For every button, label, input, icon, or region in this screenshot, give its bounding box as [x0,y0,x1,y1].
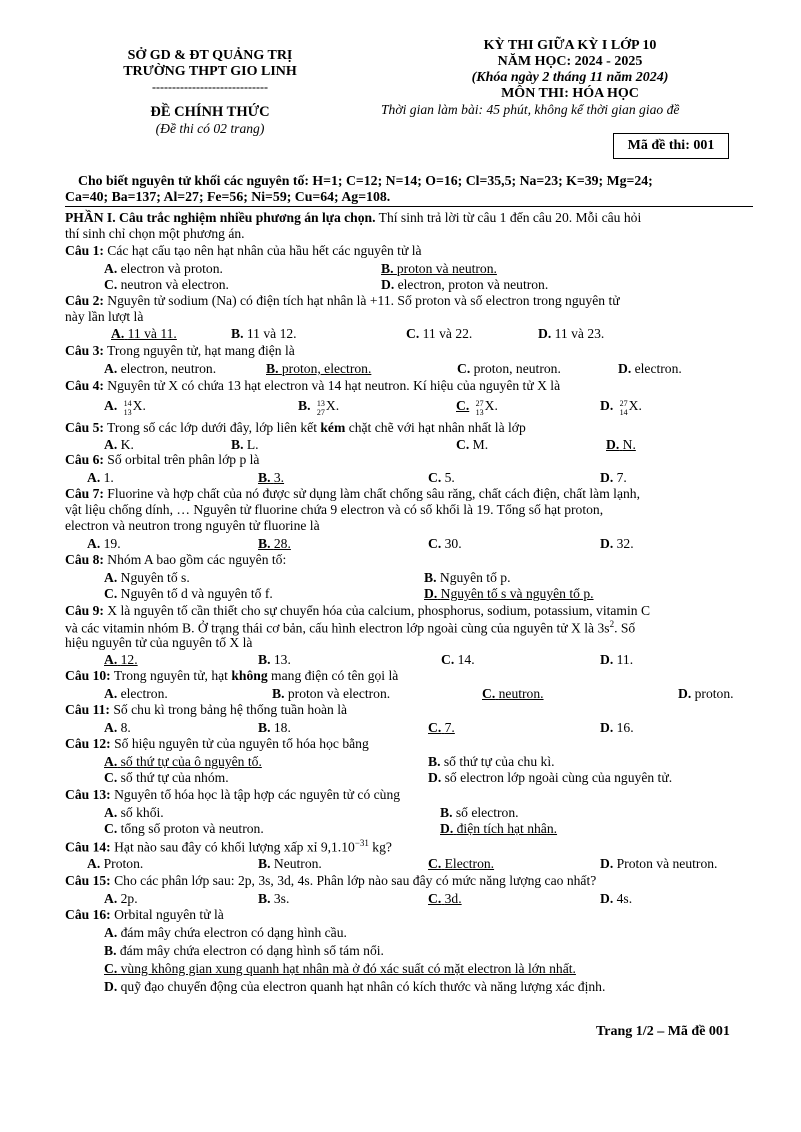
header-dashes: ----------------------------- [152,80,268,94]
q2-option-d[interactable]: D. 11 và 23. [538,326,605,341]
question-4: Câu 4: Nguyên tử X có chứa 13 hạt electron và 14 hạt neutron. Kí hiệu của nguyên tử X là [65,378,561,393]
q12-option-c[interactable]: C. số thứ tự của nhóm. [104,770,229,785]
exam-code-box [613,133,729,159]
question-3: Câu 3: Trong nguyên tử, hạt mang điện là [65,343,295,358]
q9-option-a[interactable]: A. 12. [104,652,138,667]
q6-option-b[interactable]: B. 3. [258,470,285,485]
exam-code: Mã đề thi: 001 [627,138,715,153]
q5-option-a[interactable]: A. K. [104,437,134,452]
question-8: Câu 8: Nhóm A bao gồm các nguyên tố: [65,552,287,567]
q8-option-b[interactable]: B. Nguyên tố p. [424,570,511,585]
q1-option-b[interactable]: B. proton và neutron. [381,261,497,276]
question-7-line-3: electron và neutron trong nguyên tử fluorine là [65,518,320,533]
q4-option-d[interactable]: D. 27 14 X. [600,398,642,417]
question-9-line-2: và các vitamin nhóm B. Ở trạng thái cơ bản, cấu hình electron lớp ngoài cùng của nguyên tử X là $3s^2$. Số [65,619,636,636]
question-7: Câu 7: Fluorine và hợp chất của nó được sử dụng làm chất chống sâu răng, chất cách điện, chất làm lạnh, [65,486,640,501]
question-number: Câu 1: [65,243,104,258]
q6-option-c[interactable]: C. 5. [428,470,455,485]
exam-time: Thời gian làm bài: 45 phút, không kể thời gian giao đề [381,102,680,117]
school-year: NĂM HỌC: 2024 - 2025 [497,54,643,69]
question-13: Câu 13: Nguyên tố hóa học là tập hợp các nguyên tử có cùng [65,787,401,802]
question-12: Câu 12: Số hiệu nguyên tử của nguyên tố hóa học bằng [65,736,369,751]
q8-option-d[interactable]: D. Nguyên tố s và nguyên tố p. [424,586,594,601]
q12-option-b[interactable]: B. số thứ tự của chu kì. [428,754,555,769]
question-2: Câu 2: Nguyên tử sodium (Na) có điện tích hạt nhân là +11. Số proton và số electron trong nguyên tử [65,293,620,308]
school-name: TRƯỜNG THPT GIO LINH [123,64,297,79]
q2-option-c[interactable]: C. 11 và 22. [406,326,473,341]
q1-option-a[interactable]: A. electron và proton. [104,261,223,276]
q14-option-b[interactable]: B. Neutron. [258,856,322,871]
q10-option-d[interactable]: D. proton. [678,686,734,701]
page-count: (Đề thi có 02 trang) [155,121,265,136]
q16-option-b[interactable]: B. đám mây chứa electron có dạng hình số tám nổi. [104,943,384,958]
q3-option-d[interactable]: D. electron. [618,361,682,376]
q6-option-a[interactable]: A. 1. [87,470,114,485]
q13-option-c[interactable]: C. tổng số proton và neutron. [104,821,264,836]
question-1 [65,243,422,259]
official-label: ĐỀ CHÍNH THỨC [150,104,270,120]
q14-option-c[interactable]: C. Electron. [428,856,495,871]
q1-option-d[interactable]: D. electron, proton và neutron. [381,277,549,292]
question-15: Câu 15: Cho các phân lớp sau: 2p, 3s, 3d, 4s. Phân lớp nào sau đây có mức năng lượng cao nhất? [65,873,597,888]
q16-option-a[interactable]: A. đám mây chứa electron có dạng hình cầu. [104,925,347,940]
page-footer: Trang 1/2 – Mã đề 001 [596,1024,730,1039]
part1-heading [65,210,641,226]
q2-option-b[interactable]: B. 11 và 12. [231,326,297,341]
q3-option-b[interactable]: B. proton, electron. [266,361,372,376]
q13-option-b[interactable]: B. số electron. [440,805,519,820]
part1-title: PHẦN I. Câu trắc nghiệm nhiều phương án lựa chọn. [65,210,376,225]
q4-option-a[interactable]: A. 14 13 X. [104,398,146,417]
divider [65,206,753,207]
q11-option-d[interactable]: D. 16. [600,720,634,735]
q13-option-a[interactable]: A. số khối. [104,805,164,820]
q5-option-c[interactable]: C. M. [456,437,489,452]
q15-option-b[interactable]: B. 3s. [258,891,290,906]
q7-option-c[interactable]: C. 30. [428,536,462,551]
question-10: Câu 10: Trong nguyên tử, hạt không mang điện có tên gọi là [65,668,399,683]
atomic-mass-line-1: Cho biết nguyên tử khối các nguyên tố: H=1; C=12; N=14; O=16; Cl=35,5; Na=23; K=39; Mg=24; [78,173,653,188]
q14-option-a[interactable]: A. Proton. [87,856,144,871]
q15-option-c[interactable]: C. 3d. [428,891,462,906]
department-name: SỞ GD & ĐT QUẢNG TRỊ [127,48,293,63]
q9-option-b[interactable]: B. 13. [258,652,291,667]
question-11: Câu 11: Số chu kì trong bảng hệ thống tuần hoàn là [65,702,348,717]
q5-option-b[interactable]: B. L. [231,437,259,452]
q6-option-d[interactable]: D. 7. [600,470,627,485]
q10-option-b[interactable]: B. proton và electron. [272,686,391,701]
question-2-line-2: này lần lượt là [65,309,144,324]
question-text: Các hạt cấu tạo nên hạt nhân của hầu hết các nguyên tử là [103,243,422,258]
q10-option-a[interactable]: A. electron. [104,686,168,701]
question-9-line-3: hiệu nguyên tử của nguyên tố X là [65,635,253,650]
subject: MÔN THI: HÓA HỌC [501,86,639,101]
question-6: Câu 6: Số orbital trên phân lớp p là [65,452,260,467]
q12-option-a[interactable]: A. số thứ tự của ô nguyên tố. [104,754,262,769]
q13-option-d[interactable]: D. điện tích hạt nhân. [440,821,558,836]
exam-date: (Khóa ngày 2 tháng 11 năm 2024) [471,70,669,85]
q7-option-a[interactable]: A. 19. [87,536,121,551]
part1-desc: Thí sinh trả lời từ câu 1 đến câu 20. Mỗi câu hỏi [375,210,642,225]
q8-option-a[interactable]: A. Nguyên tố s. [104,570,190,585]
question-5: Câu 5: Trong số các lớp dưới đây, lớp liên kết kém chặt chẽ với hạt nhân nhất là lớp [65,420,526,435]
q10-option-c[interactable]: C. neutron. [482,686,544,701]
question-7-line-2: vật liệu chống dính, … Nguyên tử fluorine chứa 9 electron và có số khối là 19. Tổng số hạt proton, [65,502,604,517]
q15-option-a[interactable]: A. 2p. [104,891,138,906]
q9-option-d[interactable]: D. 11. [600,652,634,667]
q4-option-b[interactable]: B. 13 27 X. [298,398,340,417]
atomic-mass-line-2: Ca=40; Ba=137; Al=27; Fe=56; Ni=59; Cu=64; Ag=108. [65,189,391,204]
question-14: Câu 14: Hạt nào sau đây có khối lượng xấp xỉ $9,1.10^{-31}$ kg? [65,838,392,855]
q1-option-c[interactable]: C. neutron và electron. [104,277,229,292]
q7-option-d[interactable]: D. 32. [600,536,634,551]
q11-option-a[interactable]: A. 8. [104,720,131,735]
q9-option-c[interactable]: C. 14. [441,652,475,667]
q3-option-c[interactable]: C. proton, neutron. [457,361,561,376]
q14-option-d[interactable]: D. Proton và neutron. [600,856,718,871]
question-9: Câu 9: X là nguyên tố cần thiết cho sự chuyển hóa của calcium, phosphorus, sodium, potassium, vitamin C [65,603,651,618]
q5-option-d[interactable]: D. N. [606,437,636,452]
q8-option-c[interactable]: C. Nguyên tố d và nguyên tố f. [104,586,273,601]
q16-option-c[interactable]: C. vùng không gian xung quanh hạt nhân mà ở đó xác suất có mặt electron là lớn nhất. [104,961,576,976]
q3-option-a[interactable]: A. electron, neutron. [104,361,217,376]
q11-option-b[interactable]: B. 18. [258,720,291,735]
q7-option-b[interactable]: B. 28. [258,536,291,551]
part1-desc-2: thí sinh chỉ chọn một phương án. [65,226,245,241]
q11-option-c[interactable]: C. 7. [428,720,455,735]
q16-option-d[interactable]: D. quỹ đạo chuyển động của electron quanh hạt nhân có kích thước và năng lượng xác định. [104,979,606,994]
q4-option-c[interactable]: C. 27 13 X. [456,398,498,417]
q2-option-a[interactable]: A. 11 và 11. [111,326,177,341]
exam-title: KỲ THI GIỮA KỲ I LỚP 10 [483,38,657,53]
question-16: Câu 16: Orbital nguyên tử là [65,907,224,922]
q15-option-d[interactable]: D. 4s. [600,891,633,906]
q12-option-d[interactable]: D. số electron lớp ngoài cùng của nguyên tử. [428,770,673,785]
